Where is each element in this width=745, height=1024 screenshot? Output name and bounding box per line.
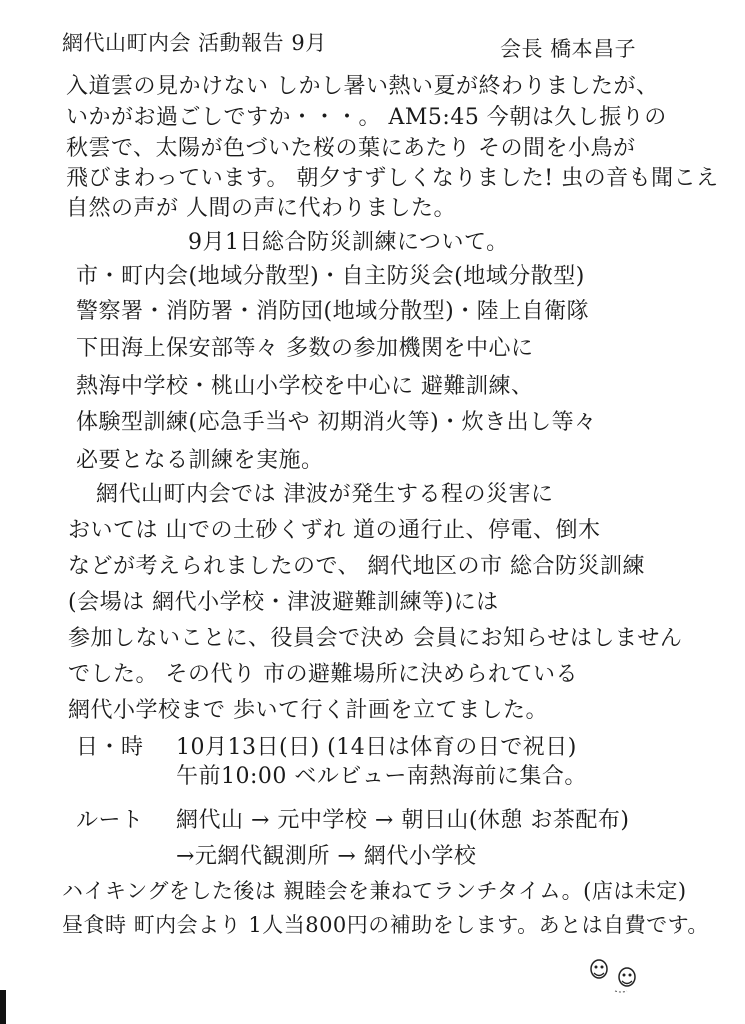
body-line: などが考えられましたので、 網代地区の市 総合防災訓練 [68, 554, 646, 579]
intro-line: 飛びまわっています。 朝夕すずしくなりました! 虫の音も聞こえ [66, 166, 719, 191]
schedule-date: 10月13日(日) (14日は体育の日で祝日) [176, 735, 577, 760]
body-line: でした。 その代り 市の避難場所に決められている [68, 662, 578, 687]
closing-line: 昼食時 町内会より 1人当800円の補助をします。あとは自費です。 [62, 913, 709, 937]
intro-line: 自然の声が 人間の声に代わりました。 [66, 196, 456, 221]
body-line: おいては 山での土砂くずれ 道の通行止、停電、倒木 [68, 518, 601, 543]
body-line: (会場は 網代小学校・津波避難訓練等)には [68, 590, 499, 615]
author-signature: 会長 橋本昌子 [500, 37, 637, 61]
drill-heading: 9月1日総合防災訓練について。 [188, 230, 509, 255]
schedule-label: 日・時 [76, 735, 144, 760]
drill-line: 警察署・消防署・消防団(地域分散型)・陸上自衛隊 [76, 299, 590, 324]
body-line: 網代小学校まで 歩いて行く計画を立てました。 [68, 698, 548, 723]
body-line: 網代山町内会では 津波が発生する程の災害に [96, 482, 554, 507]
document-title: 網代山町内会 活動報告 9月 [62, 31, 327, 55]
route-label: ルート [76, 808, 144, 833]
smiley-doodle-icon [585, 955, 645, 995]
scan-edge-mark [0, 990, 6, 1024]
route-line: 網代山 → 元中学校 → 朝日山(休憩 お茶配布) [176, 808, 630, 833]
drill-line: 下田海上保安部等々 多数の参加機関を中心に [76, 336, 534, 361]
intro-line: 入道雲の見かけない しかし暑い熱い夏が終わりましたが、 [66, 74, 659, 99]
drill-line: 必要となる訓練を実施。 [76, 448, 324, 473]
schedule-time: 午前10:00 ベルビュー南熱海前に集合。 [176, 764, 587, 789]
closing-line: ハイキングをした後は 親睦会を兼ねてランチタイム。(店は未定) [62, 879, 687, 903]
body-line: 参加しないことに、役員会で決め 会員にお知らせはしません [68, 626, 683, 651]
drill-line: 体験型訓練(応急手当や 初期消火等)・炊き出し等々 [76, 410, 597, 435]
intro-line: いかがお過ごしですか・・・。 AM5:45 今朝は久し振りの [66, 105, 667, 130]
drill-line: 熱海中学校・桃山小学校を中心に 避難訓練、 [76, 374, 534, 399]
intro-line: 秋雲で、太陽が色づいた桜の葉にあたり その間を小鳥が [66, 136, 636, 161]
route-line: →元網代観測所 → 網代小学校 [176, 844, 477, 869]
drill-line: 市・町内会(地域分散型)・自主防災会(地域分散型) [76, 264, 585, 289]
